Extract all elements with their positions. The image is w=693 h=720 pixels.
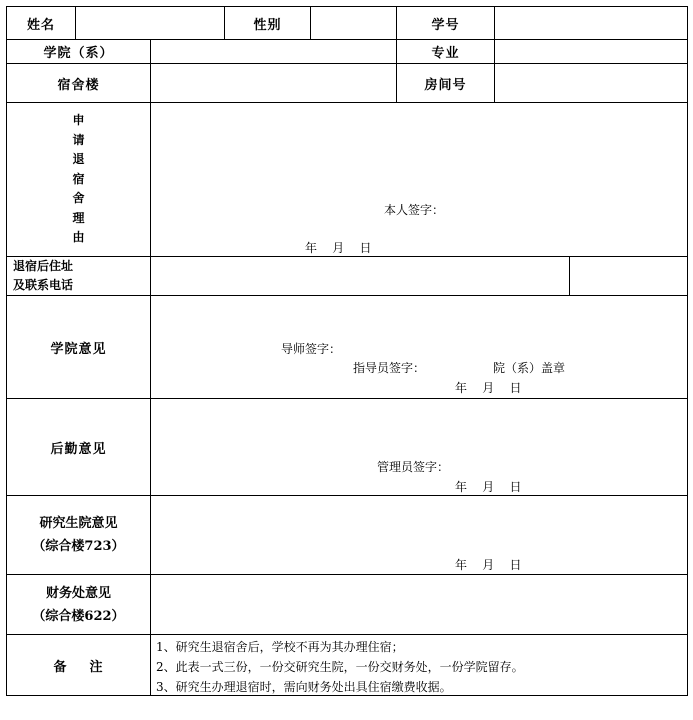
college-opinion-label: 学院意见 bbox=[50, 341, 107, 357]
college-seal-label: 院（系）盖章 bbox=[493, 361, 566, 375]
reason-field[interactable] bbox=[150, 102, 688, 257]
manager-signature-label: 管理员签字： bbox=[377, 460, 450, 474]
address-label-line2: 及联系电话 bbox=[13, 278, 74, 292]
graduate-opinion-date: 年 月 日 bbox=[455, 558, 522, 572]
remark-note-1: 1、研究生退宿舍后，学校不再为其办理住宿； bbox=[156, 640, 404, 654]
gender-field[interactable] bbox=[310, 6, 397, 40]
remarks-label: 备 注 bbox=[53, 659, 104, 675]
college-label: 学院（系） bbox=[43, 46, 114, 61]
graduate-opinion-label-line1: 研究生院意见 bbox=[39, 516, 118, 531]
college-opinion-label-cell bbox=[6, 295, 151, 399]
name-field[interactable] bbox=[75, 6, 225, 40]
finance-opinion-label-line1: 财务处意见 bbox=[45, 585, 111, 601]
address-field[interactable] bbox=[150, 256, 570, 296]
college-opinion-field[interactable] bbox=[150, 295, 688, 399]
graduate-opinion-field[interactable] bbox=[150, 495, 688, 575]
finance-opinion-label-line2: （综合楼622） bbox=[32, 608, 125, 624]
major-field[interactable] bbox=[494, 39, 688, 64]
student-id-label: 学号 bbox=[431, 17, 460, 33]
reason-char: 申 bbox=[72, 113, 85, 128]
address-label-cell bbox=[6, 256, 151, 296]
logistics-opinion-label: 后勤意见 bbox=[50, 441, 107, 457]
room-label: 房间号 bbox=[424, 77, 467, 93]
name-label-cell bbox=[6, 6, 76, 40]
remark-note-3: 3、研究生办理退宿时，需向财务处出具住宿缴费收据。 bbox=[156, 680, 452, 694]
college-field[interactable] bbox=[150, 39, 397, 64]
name-label: 姓名 bbox=[27, 17, 56, 33]
major-label: 专业 bbox=[431, 46, 460, 61]
address-label-line1: 退宿后住址 bbox=[13, 259, 74, 273]
college-label-cell bbox=[6, 39, 151, 64]
student-id-field[interactable] bbox=[494, 6, 688, 40]
dorm-field[interactable] bbox=[150, 63, 397, 103]
finance-opinion-label-cell bbox=[6, 574, 151, 635]
tutor-signature-label: 导师签字： bbox=[281, 342, 342, 356]
remark-note-2: 2、此表一式三份，一份交研究生院，一份交财务处，一份学院留存。 bbox=[156, 660, 524, 674]
room-label-cell bbox=[396, 63, 495, 103]
reason-date: 年 月 日 bbox=[305, 241, 372, 255]
finance-opinion-field[interactable] bbox=[150, 574, 688, 635]
student-id-label-cell bbox=[396, 6, 495, 40]
dorm-label-cell bbox=[6, 63, 151, 103]
remarks-label-cell bbox=[6, 634, 151, 696]
reason-char: 舍 bbox=[72, 191, 85, 206]
reason-char: 请 bbox=[72, 132, 85, 147]
phone-field[interactable] bbox=[569, 256, 688, 296]
reason-label-cell bbox=[6, 102, 151, 257]
logistics-opinion-label-cell bbox=[6, 398, 151, 496]
logistics-opinion-field[interactable] bbox=[150, 398, 688, 496]
reason-char: 理 bbox=[72, 210, 85, 225]
gender-label-cell bbox=[224, 6, 311, 40]
reason-char: 宿 bbox=[72, 171, 85, 186]
reason-char: 由 bbox=[72, 230, 85, 245]
room-field[interactable] bbox=[494, 63, 688, 103]
major-label-cell bbox=[396, 39, 495, 64]
graduate-opinion-label-line2: （综合楼723） bbox=[32, 539, 125, 554]
reason-char: 退 bbox=[72, 152, 85, 167]
dorm-label: 宿舍楼 bbox=[57, 77, 100, 93]
graduate-opinion-label-cell bbox=[6, 495, 151, 575]
college-opinion-date: 年 月 日 bbox=[455, 381, 522, 395]
logistics-opinion-date: 年 月 日 bbox=[455, 480, 522, 494]
applicant-signature-label: 本人签字： bbox=[384, 203, 445, 217]
counselor-signature-label: 指导员签字： bbox=[353, 361, 426, 375]
gender-label: 性别 bbox=[253, 17, 282, 33]
